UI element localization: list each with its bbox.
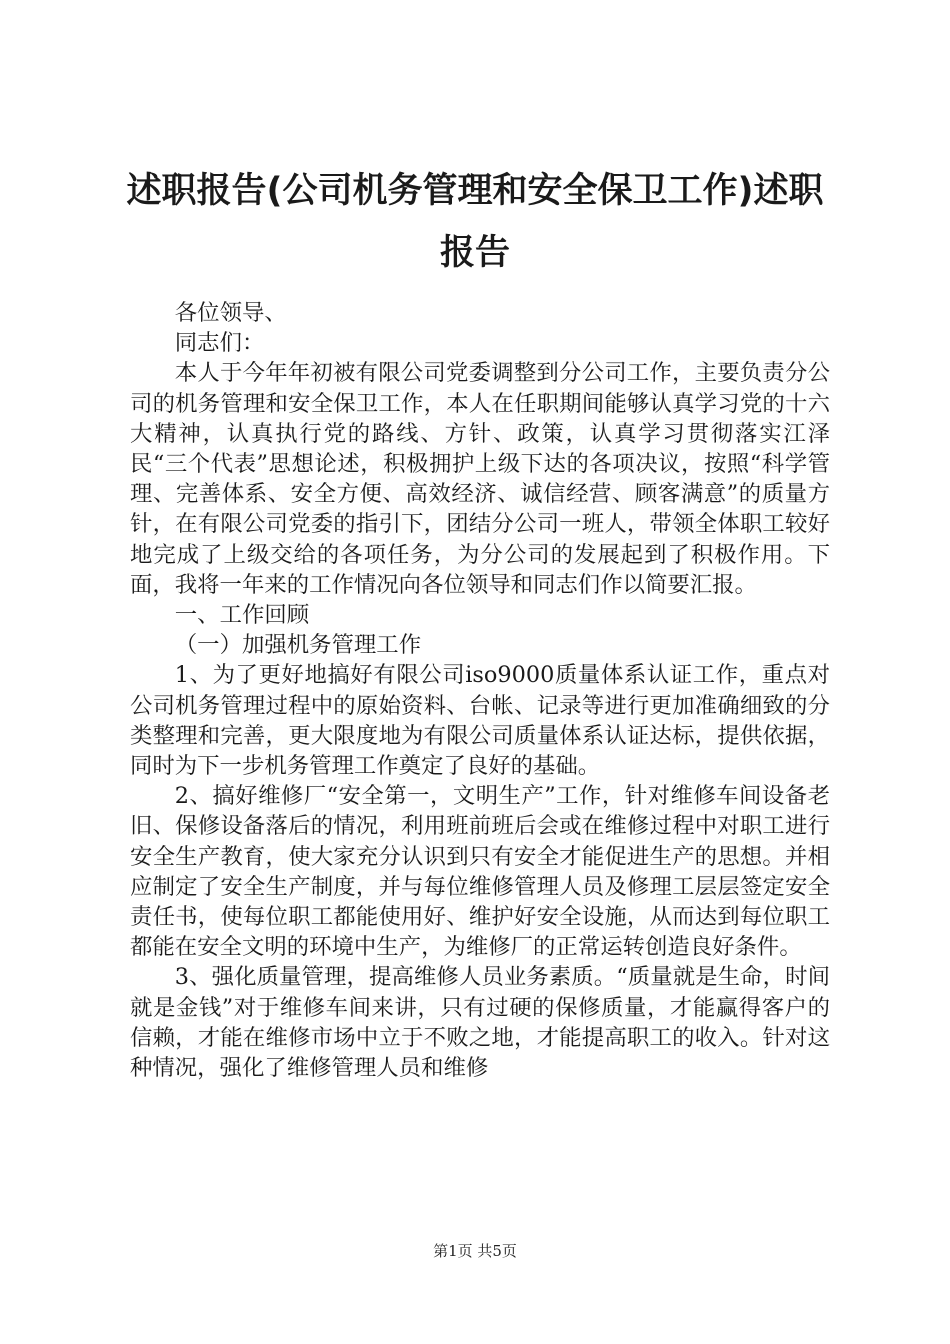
item-paragraph-1: 1、为了更好地搞好有限公司iso9000质量体系认证工作，重点对公司机务管理过程中的原始资料、台帐、记录等进行更加准确细致的分类整理和完善，更大限度地为有限公司质量体系认证达标，提供依据，同时为下一步机务管理工作奠定了良好的基础。	[130, 662, 830, 780]
item-paragraph-3: 3、强化质量管理，提高维修人员业务素质。“质量就是生命，时间就是金钱”对于维修车间来讲，只有过硬的保修质量，才能赢得客户的信赖，才能在维修市场中立于不败之地，才能提高职工的收入。针对这种情况，强化了维修管理人员和维修	[130, 964, 830, 1082]
page-footer: 第1页 共5页	[433, 1242, 517, 1260]
subsection-heading: （一）加强机务管理工作	[174, 632, 422, 659]
section-heading: 一、工作回顾	[174, 602, 310, 629]
item-paragraph-2: 2、搞好维修厂“安全第一，文明生产”工作，针对维修车间设备老旧、保修设备落后的情况，利用班前班后会或在维修过程中对职工进行安全生产教育，使大家充分认识到只有安全才能促进生产的思想。并相应制定了安全生产制度，并与每位维修管理人员及修理工层层签定安全责任书，使每位职工都能使用好、维护好安全设施，从而达到每位职工都能在安全文明的环境中生产，为维修厂的正常运转创造良好条件。	[130, 783, 830, 961]
salutation-line-2: 同志们：	[174, 330, 265, 357]
document-title: 述职报告(公司机务管理和安全保卫工作)述职报告	[126, 171, 824, 273]
salutation-line-1: 各位领导、	[174, 300, 287, 326]
document-body	[130, 298, 830, 1083]
intro-paragraph: 本人于今年年初被有限公司党委调整到分公司工作，主要负责分公司的机务管理和安全保卫工作，本人在任职期间能够认真学习党的十六大精神，认真执行党的路线、方针、政策，认真学习贯彻落实江泽民“三个代表”思想论述，积极拥护上级下达的各项决议，按照“科学管理、完善体系、安全方便、高效经济、诚信经营、顾客满意”的质量方针，在有限公司党委的指引下，团结分公司一班人，带领全体职工较好地完成了上级交给的各项任务，为分公司的发展起到了积极作用。下面，我将一年来的工作情况向各位领导和同志们作以简要汇报。	[130, 360, 830, 598]
